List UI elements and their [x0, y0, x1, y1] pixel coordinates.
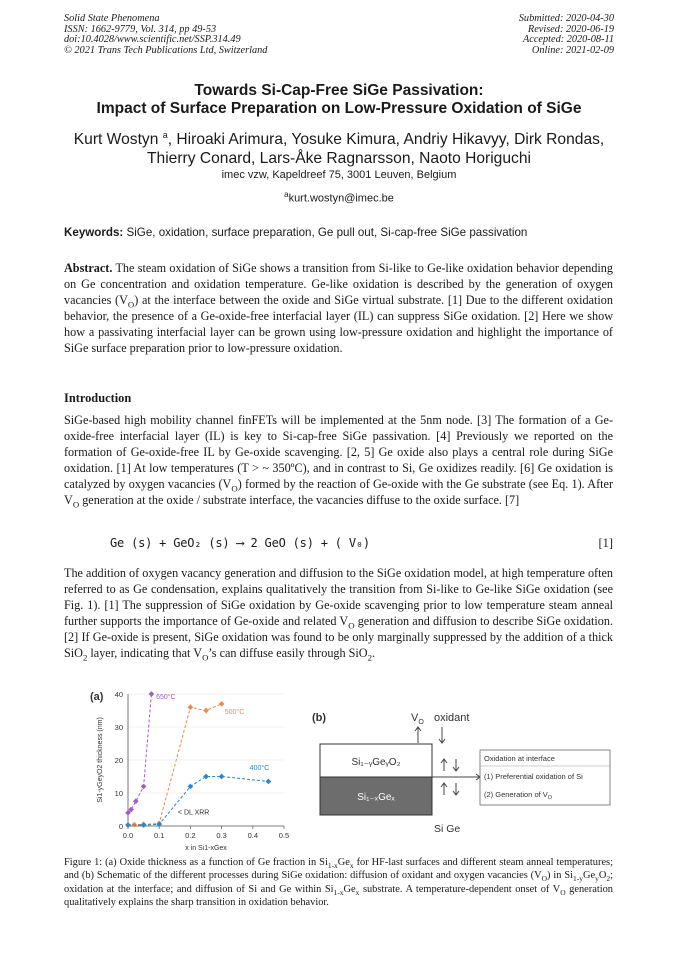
- caption-text-1: Figure 1: (a) Oxide thickness as a function of Ge fraction in Si: [64, 857, 328, 868]
- intro-p2-text-1: The addition of oxygen vacancy generation and diffusion to the SiGe oxidation model, at high temperature often referred to as Ge condensation, explains qualitatively the transition from Si-like to Ge-like SiGe oxidation (see Fig. 1). [1] The suppression of SiGe oxidation by Ge-oxide scavenging prior to low temperature steam anneal further supports the importance of Ge-oxide and related V: [64, 566, 613, 628]
- vo-label-sub: O: [418, 719, 424, 726]
- caption-sub-4: 1-y: [573, 874, 584, 884]
- figure-1a-chart: [88, 686, 293, 856]
- info-box-item-1: (1) Preferential oxidation of Si: [484, 772, 583, 781]
- si-ge-label: Si Ge: [434, 823, 461, 835]
- y-tick-label: 0: [118, 822, 123, 831]
- equation-1: [110, 536, 613, 554]
- y-tick-label: 30: [114, 723, 123, 732]
- data-point: [203, 774, 209, 780]
- abstract-sub-1: O: [127, 299, 135, 310]
- intro-p1-sub-2: O: [72, 498, 80, 509]
- intro-p1-text-2: ) formed by the reaction of Ge-oxide with the Ge substrate (see Eq. 1). After V: [64, 476, 614, 507]
- annotation-400c: 400°C: [249, 764, 270, 772]
- caption-sub-1: 1-x: [327, 861, 338, 871]
- abstract-label: Abstract.: [64, 261, 113, 275]
- x-tick-label: 0.1: [153, 831, 165, 840]
- affiliation: imec vzw, Kapeldreef 75, 3001 Leuven, Belgium: [221, 169, 457, 181]
- data-point: [133, 798, 139, 804]
- intro-p2-sub-4: 2: [367, 651, 373, 662]
- data-point: [141, 784, 147, 790]
- data-point: [266, 779, 272, 785]
- data-point: [203, 708, 209, 714]
- annotation-650c: 650°C: [156, 693, 176, 701]
- caption-text-6: O: [598, 870, 607, 882]
- journal-header-left: [64, 14, 267, 56]
- y-tick-label: 20: [114, 756, 123, 765]
- title-line-2: Impact of Surface Preparation on Low-Pressure Oxidation of SiGe: [96, 100, 582, 117]
- intro-p2-sub-3: O: [202, 651, 209, 662]
- author-mark: a: [162, 130, 168, 140]
- keywords: [64, 226, 624, 239]
- intro-p2-text-5: .: [372, 645, 376, 660]
- y-tick-label: 40: [114, 690, 123, 699]
- date-revised: Revised: 2020-06-19: [527, 23, 614, 35]
- keywords-label: Keywords:: [64, 226, 124, 239]
- figure-1b-schematic: [310, 705, 615, 835]
- intro-paragraph-2: [64, 566, 613, 661]
- caption-sub-8: x: [355, 887, 360, 897]
- date-submitted: Submitted: 2020-04-30: [518, 13, 614, 24]
- x-tick-label: 0.0: [122, 831, 134, 840]
- figure-1b-panel-label: (b): [312, 712, 327, 724]
- caption-sub-9: O: [560, 887, 566, 897]
- caption-text-3: for HF-last surfaces and different steam anneal temperatures; and (b) Schematic of the different processes during SiGe oxidation: diffusion of oxidant and oxygen vacancies (V: [64, 857, 613, 882]
- date-online: Online: 2021-02-09: [531, 44, 614, 56]
- info-box-title: Oxidation at interface: [484, 754, 555, 763]
- abstract: [64, 261, 613, 356]
- info-box-item-2-v: V: [542, 790, 548, 799]
- caption-text-4: ) in Si: [547, 870, 574, 882]
- vo-label: [411, 712, 424, 726]
- email-address[interactable]: kurt.wostyn@imec.be: [288, 192, 394, 205]
- figure-1-caption: [64, 856, 613, 909]
- intro-paragraph-1: [64, 413, 613, 508]
- annotation-dl-xrr: < DL XRR: [177, 809, 210, 817]
- oxidant-label: oxidant: [434, 712, 470, 724]
- intro-p2-text-4: ’s can diffuse easily through SiO: [208, 645, 368, 660]
- caption-text-8: Ge: [343, 883, 356, 895]
- data-point: [219, 701, 225, 707]
- data-point: [188, 704, 194, 710]
- caption-sub-3: O: [541, 874, 548, 884]
- info-box-item-2-sub: O: [547, 795, 552, 801]
- abstract-text-2: ) at the interface between the oxide and SiGe virtual substrate. [1] Due to the different oxidation behavior, the presence of a Ge-oxide-free interfacial layer (IL) can suppress SiGe oxidation. [2] Here we show how a passivating interfacial layer can be grown using low-pressure oxidation and highlight the importance of SiGe surface preparation prior to low-pressure oxidation.: [64, 292, 613, 355]
- intro-p1-text-3: generation at the oxide / substrate interface, the vacancies diffuse to the oxide surface. [7]: [79, 492, 520, 507]
- date-accepted: Accepted: 2020-08-11: [522, 34, 614, 46]
- author-list: [30, 126, 648, 168]
- caption-sub-6: 2: [606, 874, 611, 884]
- substrate-layer-label: Si₁₋ₓGeₓ: [357, 792, 395, 803]
- intro-p2-sub-1: O: [348, 620, 355, 631]
- y-tick-label: 10: [114, 789, 123, 798]
- x-tick-label: 0.5: [278, 831, 290, 840]
- caption-text-9: substrate. A temperature-dependent onset of V: [359, 883, 561, 895]
- figure-1a-panel-label: (a): [90, 691, 104, 703]
- email-mark: a: [284, 190, 289, 199]
- journal-copyright: © 2021 Trans Tech Publications Ltd, Switzerland: [64, 44, 268, 56]
- author-first: Kurt Wostyn: [73, 131, 159, 149]
- paper-title: [40, 82, 638, 118]
- intro-p1-text-1: SiGe-based high mobility channel finFETs will be implemented at the 5nm node. [3] The formation of a Ge-oxide-free interfacial layer (IL) is key to Si-cap-free SiGe passivation. [4] Previously we reported on the formation of Ge-oxide-free IL by Ge-oxide scavenging. [2, 5] Ge oxide also plays a central role during SiGe oxidation. [1] At low temperatures (T > ~ 350ºC), and in contrast to Si, Ge oxidizes readily. [6] Ge oxidation is catalyzed by oxygen vacancies (V: [64, 413, 613, 491]
- y-axis-label: Si1-yGeyO2 thickness (nm): [97, 717, 104, 803]
- series-line: [128, 704, 222, 825]
- caption-text-10: generation qualitatively explains the sharp transition in oxidation behavior.: [64, 883, 613, 908]
- series-line: [128, 694, 151, 813]
- data-point: [141, 822, 147, 828]
- intro-p2-text-3: layer, indicating that V: [87, 645, 203, 660]
- caption-text-5: Ge: [583, 870, 596, 882]
- caption-sub-7: 1-x: [333, 887, 344, 897]
- vo-label-v: V: [411, 712, 419, 724]
- data-point: [219, 774, 225, 780]
- series-line: [128, 777, 268, 826]
- abstract-text-1: The steam oxidation of SiGe shows a transition from Si-like to Ge-like oxidation behavior depending on Ge concentration and oxidation temperature. Ge-like oxidation is described by the generation of oxygen vacancies (V: [64, 261, 613, 307]
- journal-header-right: [519, 14, 614, 56]
- intro-p2-text-2: generation and diffusion to describe SiGe oxidation. [2] If Ge-oxide is present, SiGe oxidation was found to be only marginally suppressed by the addition of a thick SiO: [64, 613, 613, 660]
- oxide-layer-label: Si₁₋ᵧGeᵧO₂: [351, 757, 401, 768]
- data-point: [125, 822, 131, 828]
- info-box-item-2-text: (2) Generation of: [484, 790, 541, 799]
- title-line-1: Towards Si-Cap-Free SiGe Passivation:: [194, 82, 484, 99]
- email-line: [40, 190, 638, 205]
- intro-p2-sub-2: 2: [82, 651, 88, 662]
- caption-text-2: Ge: [337, 857, 350, 868]
- journal-doi[interactable]: doi:10.4028/www.scientific.net/SSP.314.49: [64, 34, 241, 46]
- journal-name: Solid State Phenomena: [64, 13, 160, 24]
- authors-line-1: , Hiroaki Arimura, Yosuke Kimura, Andriy Hikavyy, Dirk Rondas,: [167, 131, 605, 149]
- section-heading-introduction: Introduction: [64, 391, 132, 405]
- caption-sub-2: x: [349, 861, 354, 871]
- x-tick-label: 0.2: [185, 831, 196, 840]
- journal-issn: ISSN: 1662-9779, Vol. 314, pp 49-53: [64, 23, 217, 35]
- x-tick-label: 0.3: [216, 831, 227, 840]
- x-axis-label: x in Si1-xGex: [185, 845, 227, 852]
- data-point: [149, 691, 155, 697]
- equation-number: [1]: [598, 536, 613, 550]
- annotation-500c: 500°C: [224, 708, 245, 716]
- authors-line-2: Thierry Conard, Lars-Åke Ragnarsson, Naoto Horiguchi: [147, 150, 531, 168]
- x-tick-label: 0.4: [247, 831, 259, 840]
- caption-text-7: ; oxidation at the interface; and diffusion of Si and Ge within Si: [64, 870, 614, 895]
- intro-p1-sub-1: O: [231, 483, 238, 494]
- equation-text: Ge (s) + GeO₂ (s) ⟶ 2 GeO (s) + ( V₀): [110, 536, 370, 550]
- keywords-text: SiGe, oxidation, surface preparation, Ge pull out, Si-cap-free SiGe passivation: [123, 226, 528, 239]
- caption-sub-5: y: [595, 874, 599, 884]
